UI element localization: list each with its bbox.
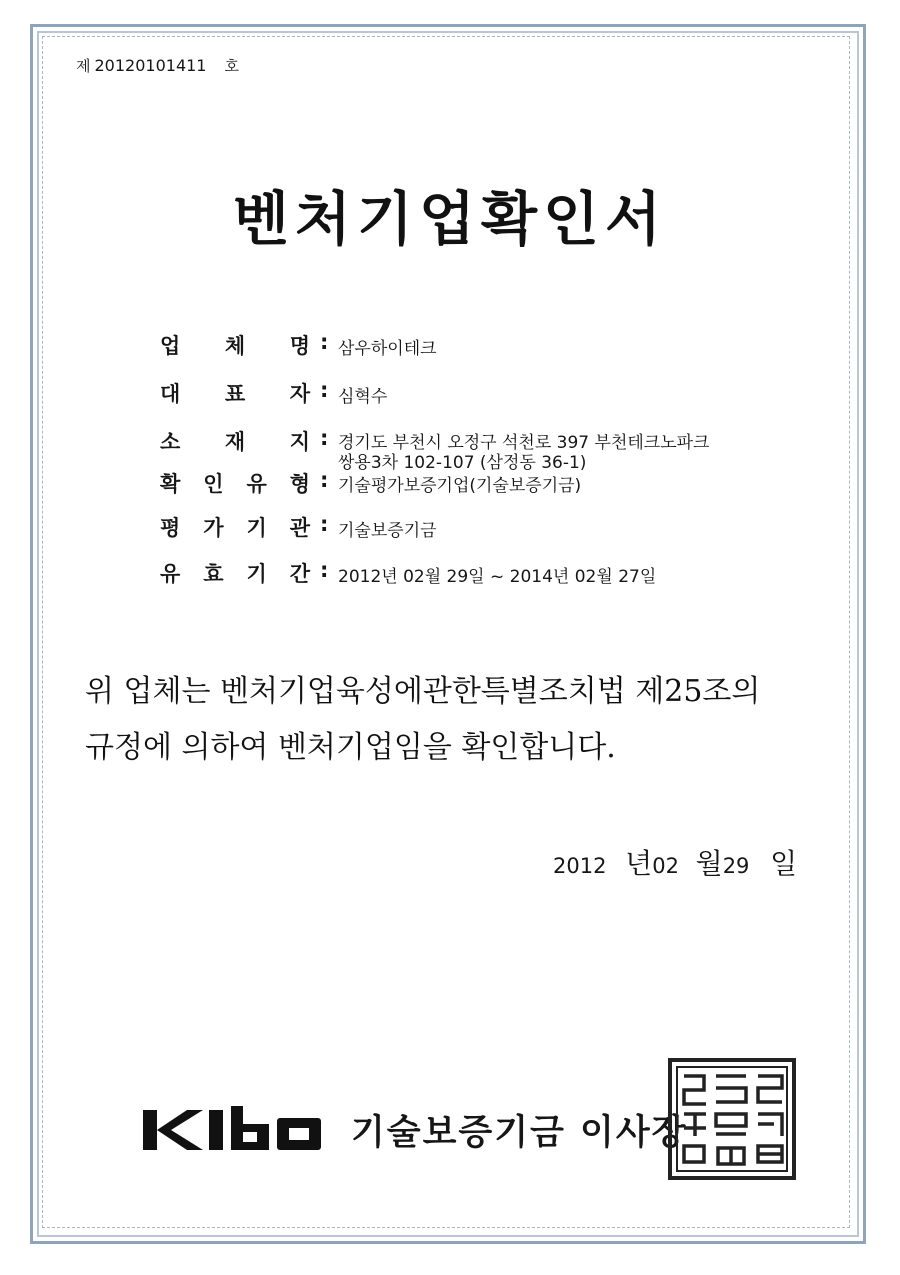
field-colon: : — [320, 330, 329, 354]
field-label: 업 체 명 — [160, 334, 310, 358]
field-value: 삼우하이테크 — [338, 339, 437, 359]
field-value: 기술평가보증기업(기술보증기금) — [338, 476, 582, 496]
field-label: 소 재 지 — [160, 430, 310, 454]
field-label: 대 표 자 — [160, 382, 310, 406]
document-number-prefix: 제 — [76, 57, 91, 75]
field-value: 기술보증기금 — [338, 521, 437, 541]
field-colon: : — [320, 426, 329, 450]
document-number-value: 20120101411 — [94, 56, 207, 75]
field-label: 확 인 유 형 — [160, 472, 310, 496]
kibo-logo — [143, 1100, 323, 1160]
issue-date — [553, 842, 797, 882]
field-label: 평 가 기 관 — [160, 516, 310, 540]
document-number-suffix: 호 — [224, 57, 239, 75]
issue-date-year: 2012 — [553, 854, 607, 878]
issue-date-day: 29 — [722, 854, 750, 878]
issue-date-month-unit: 월 — [695, 847, 723, 880]
field-colon: : — [320, 512, 329, 536]
confirmation-statement — [85, 664, 845, 776]
field-colon: : — [320, 558, 329, 582]
issue-date-month: 02 — [652, 854, 679, 878]
field-colon: : — [320, 378, 329, 402]
certificate-title: 벤처기업확인서 — [232, 185, 668, 253]
field-colon: : — [320, 468, 329, 492]
issue-date-day-unit: 일 — [770, 847, 798, 880]
field-value: 심혁수 — [338, 387, 388, 407]
issuer-block — [143, 1100, 687, 1160]
field-value-line2: 쌍용3차 102-107 (삼정동 36-1) — [338, 453, 587, 473]
official-seal-icon — [668, 1058, 796, 1180]
statement-line-2: 규정에 의하여 벤처기업임을 확인합니다. — [85, 730, 616, 765]
statement-line-1: 위 업체는 벤처기업육성에관한특별조치법 제25조의 — [85, 674, 761, 709]
field-label: 유 효 기 간 — [160, 562, 310, 586]
issuer-name: 기술보증기금 이사장 — [351, 1113, 688, 1153]
field-value: 경기도 부천시 오정구 석천로 397 부천테크노파크 — [338, 433, 710, 453]
issue-date-year-unit: 년 — [625, 847, 653, 880]
document-number — [76, 55, 239, 76]
field-value: 2012년 02월 29일 ~ 2014년 02월 27일 — [338, 567, 657, 587]
